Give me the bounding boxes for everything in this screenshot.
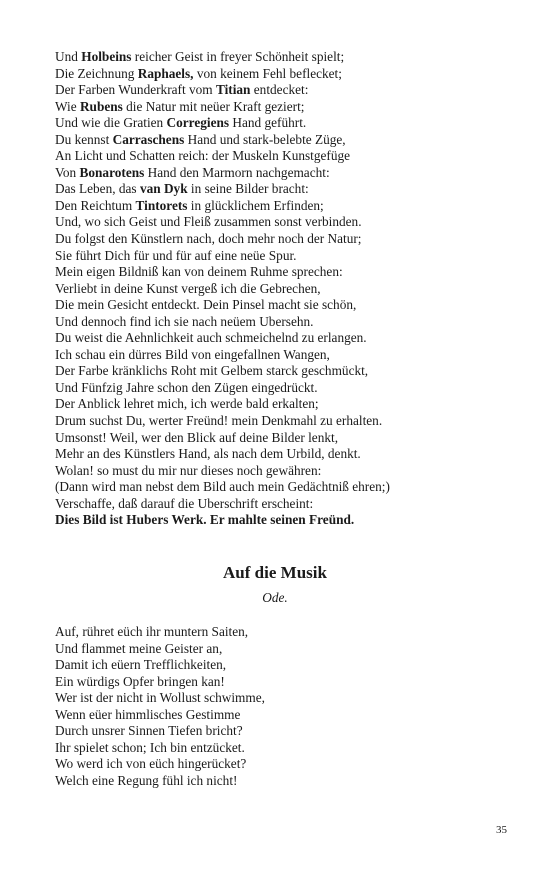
verse-text: Und: [55, 49, 82, 64]
verse-text: Den Reichtum: [55, 197, 136, 213]
verse-line: [55, 479, 525, 496]
verse-text: Ein würdigs Opfer bringen kan!: [55, 673, 225, 689]
verse-text: Hand den Marmorn nachgemacht:: [144, 164, 330, 180]
verse-line: [55, 99, 525, 116]
verse-text: Und flammet meine Geister an,: [55, 640, 223, 656]
verse-text: Du weist die Aehnlichkeit auch schmeichelnd zu erlangen.: [55, 330, 367, 346]
verse-line: [55, 512, 525, 529]
verse-emphasis: van Dyk: [139, 181, 188, 197]
verse-text: in glücklichem Erfinden;: [187, 197, 324, 213]
verse-line: [55, 363, 525, 380]
verse-line: [55, 66, 525, 83]
verse-line: [55, 740, 525, 757]
verse-text: die Natur mit neüer Kraft geziert;: [122, 98, 305, 114]
verse-emphasis: Tintorets: [135, 197, 188, 213]
verse-text: Damit ich eüern Trefflichkeiten,: [55, 657, 227, 673]
verse-emphasis: Holbeins: [81, 49, 132, 64]
verse-line: [55, 641, 525, 658]
poem-subtitle: Ode.: [262, 590, 288, 605]
verse-text: Sie führt Dich für und für auf eine neüe Spur.: [55, 247, 297, 263]
verse-text: in seine Bilder bracht:: [187, 181, 309, 197]
page-number: 35: [496, 824, 507, 836]
poem-ode-text: [55, 624, 525, 789]
verse-line: [55, 496, 525, 513]
verse-line: [55, 82, 525, 99]
verse-text: entdecket:: [250, 82, 309, 98]
verse-line: [55, 446, 525, 463]
verse-text: Der Anblick lehret mich, ich werde bald erkalten;: [55, 396, 319, 412]
verse-line: [55, 148, 525, 165]
verse-text: (Dann wird man nebst dem Bild auch mein Gedächtniß ehren;): [55, 479, 390, 495]
verse-emphasis: Carraschens: [112, 131, 185, 147]
verse-text: Und dennoch find ich sie nach neüem Ubersehn.: [55, 313, 314, 329]
verse-line: [55, 330, 525, 347]
verse-text: Und, wo sich Geist und Fleiß zusammen sonst verbinden.: [55, 214, 362, 230]
verse-text: Und Fünfzig Jahre schon den Zügen eingedrückt.: [55, 379, 318, 395]
verse-text: Wenn eüer himmlisches Gestimme: [55, 706, 241, 722]
verse-line: [55, 773, 525, 790]
verse-text: Durch unsrer Sinnen Tiefen bricht?: [55, 723, 243, 739]
verse-line: [55, 214, 525, 231]
verse-emphasis: Titian: [215, 82, 251, 98]
verse-text: Verliebt in deine Kunst vergeß ich die Gebrechen,: [55, 280, 321, 296]
verse-text: Die mein Gesicht entdeckt. Dein Pinsel macht sie schön,: [55, 297, 357, 313]
verse-text: An Licht und Schatten reich: der Muskeln Kunstgefüge: [55, 148, 351, 164]
verse-text: Drum suchst Du, werter Freünd! mein Denkmahl zu erhalten.: [55, 413, 383, 429]
verse-line: [55, 198, 525, 215]
verse-line: [55, 624, 525, 641]
verse-line: [55, 463, 525, 480]
verse-line: [55, 380, 525, 397]
verse-line: [55, 756, 525, 773]
verse-text: Hand und stark-belebte Züge,: [184, 131, 346, 147]
verse-line: [55, 115, 525, 132]
verse-line: [55, 396, 525, 413]
verse-text: reicher Geist in freyer Schönheit spielt;: [131, 49, 345, 64]
verse-emphasis: Corregiens: [166, 115, 230, 131]
verse-line: [55, 297, 525, 314]
verse-text: Du folgst den Künstlern nach, doch mehr noch der Natur;: [55, 231, 362, 247]
verse-text: Mein eigen Bildniß kan von deinem Ruhme sprechen:: [55, 264, 343, 280]
verse-line: [55, 264, 525, 281]
verse-line: [55, 165, 525, 182]
verse-text: Die Zeichnung: [55, 65, 138, 81]
verse-text: Welch eine Regung fühl ich nicht!: [55, 772, 238, 788]
poem-stanza-continuation: [55, 49, 525, 529]
verse-line: [55, 674, 525, 691]
verse-text: Das Leben, das: [55, 181, 140, 197]
verse-line: [55, 181, 525, 198]
poem-title: Auf die Musik: [223, 563, 327, 582]
verse-text: Ich schau ein dürres Bild von eingefallnen Wangen,: [55, 346, 330, 362]
verse-line: [55, 231, 525, 248]
verse-line: [55, 707, 525, 724]
verse-emphasis: Bonarotens: [79, 164, 145, 180]
verse-line: [55, 347, 525, 364]
verse-line: [55, 657, 525, 674]
verse-text: Hand geführt.: [229, 115, 307, 131]
verse-text: Der Farben Wunderkraft vom: [55, 82, 216, 98]
verse-text: Mehr an des Künstlers Hand, als nach dem Urbild, denkt.: [55, 446, 361, 462]
verse-line: [55, 49, 525, 66]
verse-line: [55, 690, 525, 707]
verse-text: Umsonst! Weil, wer den Blick auf deine Bilder lenkt,: [55, 429, 339, 445]
verse-text: Auf, rühret eüch ihr muntern Saiten,: [55, 624, 249, 639]
verse-text: Du kennst: [55, 131, 113, 147]
verse-line: [55, 248, 525, 265]
verse-line: [55, 314, 525, 331]
verse-text: Von: [55, 164, 80, 180]
verse-line: [55, 413, 525, 430]
verse-emphasis: Raphaels,: [137, 65, 194, 81]
verse-text: Wo werd ich von eüch hingerücket?: [55, 756, 247, 772]
verse-text: Wolan! so must du mir nur dieses noch gewähren:: [55, 462, 322, 478]
verse-text: Verschaffe, daß darauf die Uberschrift erscheint:: [55, 495, 314, 511]
verse-text: von keinem Fehl beflecket;: [193, 65, 342, 81]
verse-line: [55, 430, 525, 447]
verse-line: [55, 281, 525, 298]
verse-line: [55, 132, 525, 149]
verse-line: [55, 723, 525, 740]
verse-text: Wer ist der nicht in Wollust schwimme,: [55, 690, 265, 706]
verse-text: Wie: [55, 98, 80, 114]
verse-text: Und wie die Gratien: [55, 115, 167, 131]
verse-emphasis: Dies Bild ist Hubers Werk. Er mahlte seinen Freünd.: [55, 512, 355, 528]
verse-emphasis: Rubens: [79, 98, 123, 114]
verse-text: Ihr spielet schon; Ich bin entzücket.: [55, 739, 245, 755]
verse-text: Der Farbe kränklichs Roht mit Gelbem starck geschmückt,: [55, 363, 369, 379]
